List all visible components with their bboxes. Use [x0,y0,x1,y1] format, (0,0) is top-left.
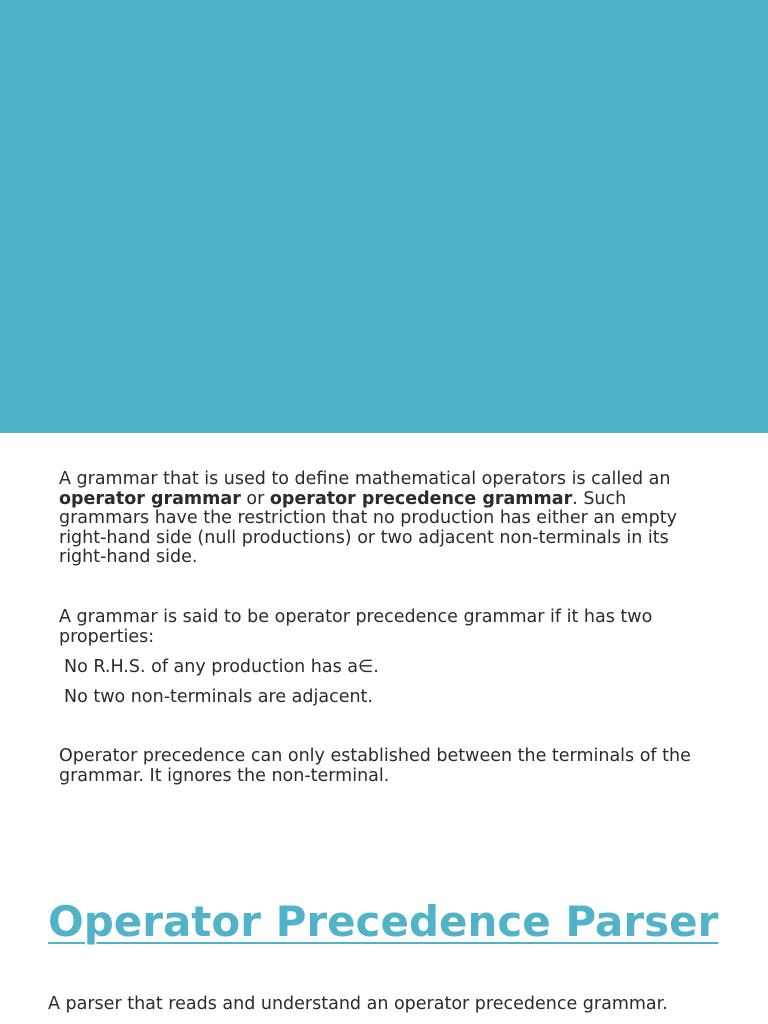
section-heading-link[interactable]: Operator Precedence Parser [48,897,719,946]
term-operator-grammar: operator grammar [59,488,241,509]
intro-text-3: . Such grammars have the restriction that no production has either an empty right-hand side (null productions) or two adjacent non-terminals in its right-hand side. [59,488,677,568]
intro-paragraph [59,470,709,568]
property-item: No two non-terminals are adjacent. [64,687,373,707]
header-banner [0,0,768,433]
parser-definition: A parser that reads and understand an operator precedence grammar. [48,994,668,1014]
property-item: No R.H.S. of any production has a∈. [64,657,379,677]
intro-text-1: A grammar that is used to define mathematical operators is called an [59,469,671,489]
precedence-paragraph: Operator precedence can only established between the terminals of the grammar. It ignores the non-terminal. [59,746,691,786]
intro-text-2: or [240,488,270,509]
properties-intro: A grammar is said to be operator precedence grammar if it has two properties: [59,607,653,647]
term-operator-precedence-grammar: operator precedence grammar [269,488,573,509]
